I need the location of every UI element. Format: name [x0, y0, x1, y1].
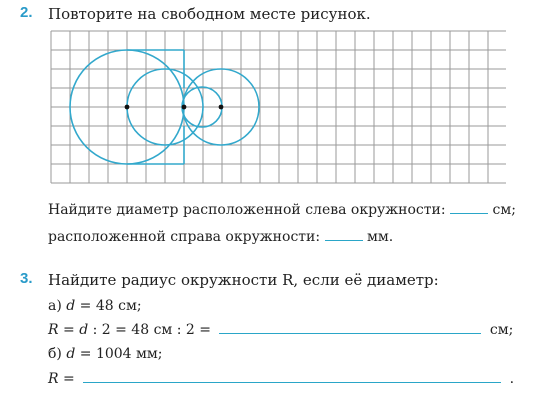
grid: [51, 31, 506, 183]
task3-a-given: [48, 298, 142, 314]
a-R-symbol: R: [48, 322, 59, 338]
b-R-symbol: R: [48, 371, 59, 387]
unit-mm: мм.: [366, 229, 394, 245]
task3-instruction-text: Найдите радиус окружности R, если её диаметр:: [48, 271, 439, 289]
task2-number: 2.: [20, 4, 33, 21]
question-right-text: расположенной справа окружности:: [48, 229, 321, 245]
a-calc-d-symbol: d: [79, 322, 89, 338]
task3-b-given: [48, 346, 163, 362]
task3-a-calculation: [48, 322, 513, 338]
answer-blank-left[interactable]: [450, 213, 488, 214]
task3-instruction: [48, 271, 439, 289]
center-point-right: [219, 105, 224, 110]
unit-cm: см;: [492, 202, 516, 218]
task2-instruction: Повторите на свободном месте рисунок.: [48, 5, 371, 23]
b-eq: =: [58, 371, 75, 387]
center-point-middle: [182, 105, 187, 110]
a-label: а): [48, 298, 67, 314]
question-left-circle: [48, 202, 516, 218]
b-d-symbol: d: [66, 346, 76, 362]
center-point-large: [125, 105, 130, 110]
a-eq: =: [58, 322, 80, 338]
b-label: б): [48, 346, 67, 362]
task3-number: 3.: [20, 270, 33, 287]
question-left-text: Найдите диаметр расположенной слева окружности:: [48, 202, 446, 218]
a-calc-expression: : 2 = 48 см : 2 =: [88, 322, 212, 338]
b-value: = 1004 мм;: [75, 346, 163, 362]
answer-blank-b[interactable]: [83, 382, 501, 383]
a-d-symbol: d: [66, 298, 76, 314]
answer-blank-right[interactable]: [325, 240, 363, 241]
task3-b-calculation: [48, 371, 514, 387]
b-end: .: [509, 371, 515, 387]
answer-blank-a[interactable]: [219, 333, 481, 334]
question-right-circle: [48, 229, 393, 245]
a-unit: см;: [489, 322, 514, 338]
a-value: = 48 см;: [75, 298, 142, 314]
